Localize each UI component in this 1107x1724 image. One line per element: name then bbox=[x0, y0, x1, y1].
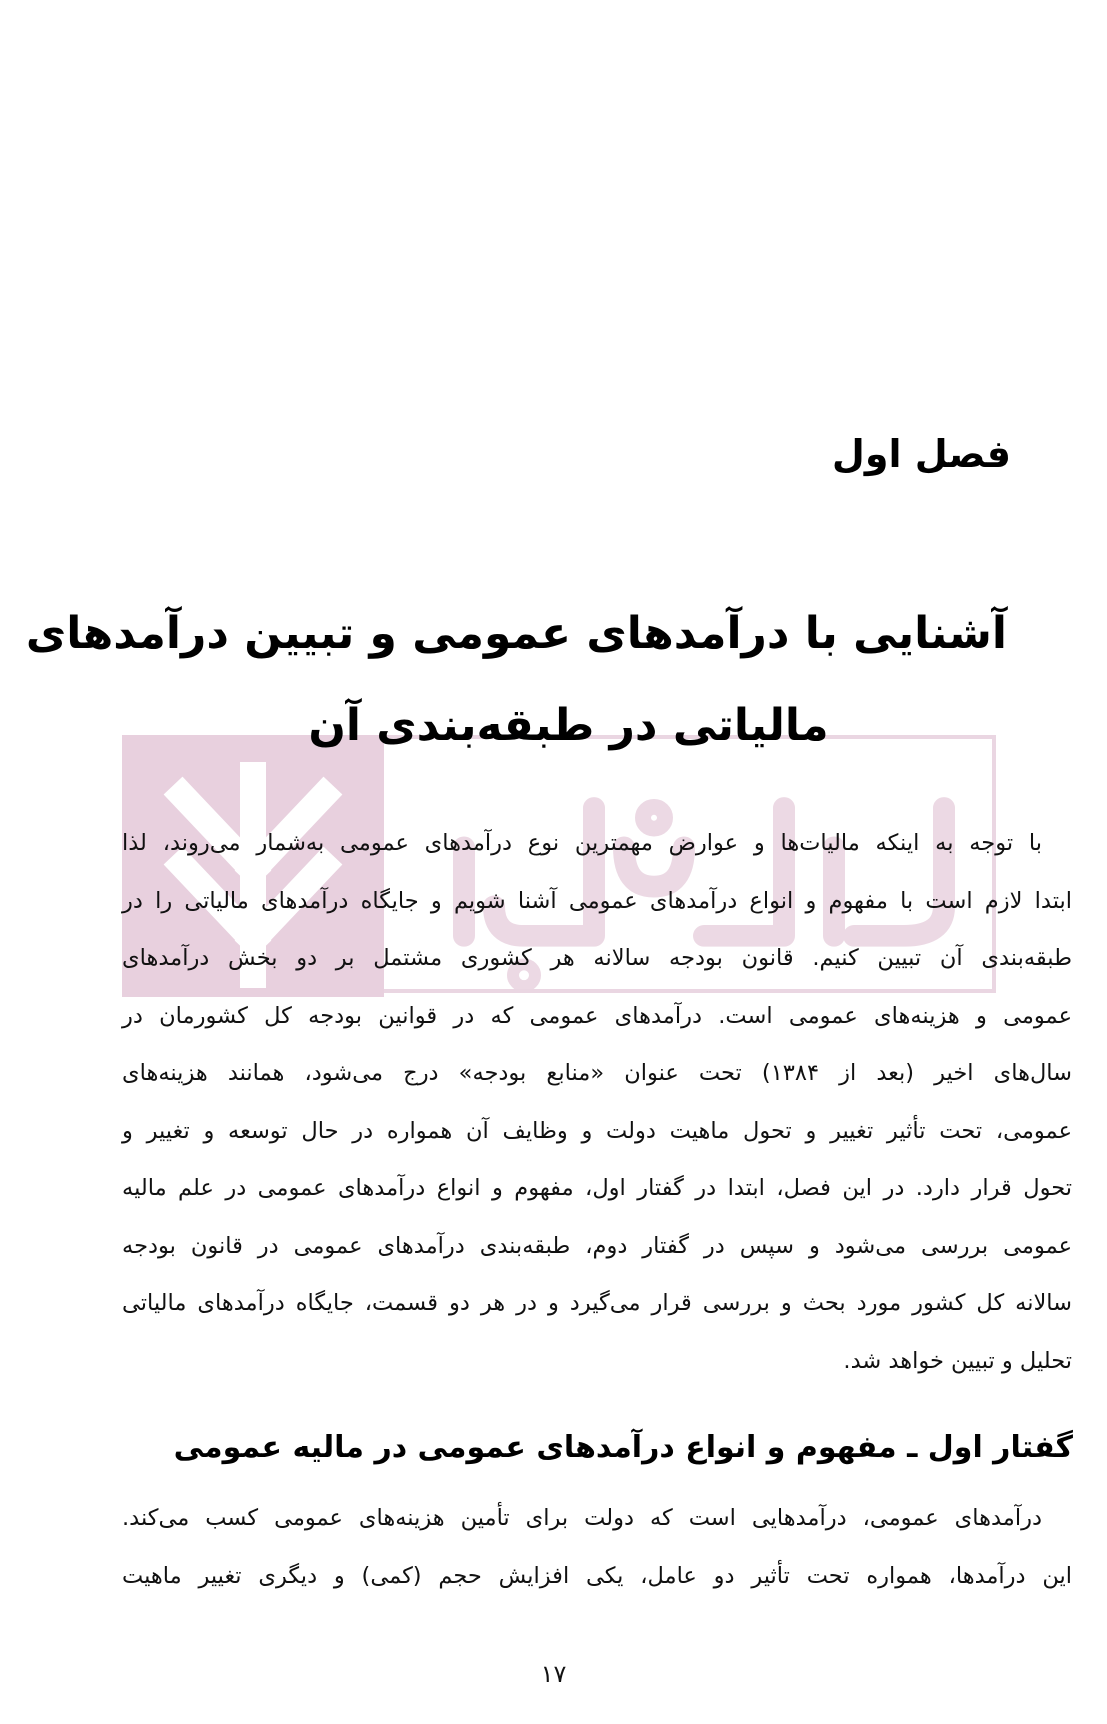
paragraph-line: تحلیل و تبیین خواهد شد. bbox=[843, 1347, 1072, 1374]
page-number: ۱۷ bbox=[540, 1660, 567, 1688]
intro-paragraph bbox=[122, 815, 1072, 1390]
paragraph-line: عمومی، تحت تأثیر تغییر و تحول ماهیت دولت و وظایف آن همواره در حال توسعه و تغییر و bbox=[122, 1117, 1072, 1144]
paragraph-line: سال‌های اخیر (بعد از ۱۳۸۴) تحت عنوان «منابع بودجه» درج می‌شود، همانند هزینه‌های bbox=[122, 1060, 1072, 1086]
chapter-title-line-2: مالیاتی در طبقه‌بندی آن bbox=[308, 700, 829, 751]
paragraph-line: این درآمدها، همواره تحت تأثیر دو عامل، یکی افزایش حجم (کمی) و دیگری تغییر ماهیت bbox=[122, 1562, 1072, 1589]
paragraph-line: ابتدا لازم است با مفهوم و انواع درآمدهای عمومی آشنا شویم و جایگاه درآمدهای مالیاتی را در bbox=[122, 887, 1072, 914]
paragraph-line: تحول قرار دارد. در این فصل، ابتدا در گفتار اول، مفهوم و انواع درآمدهای عمومی در علم مالیه bbox=[122, 1175, 1072, 1201]
chapter-title-line-1: آشنایی با درآمدهای عمومی و تبیین درآمدهای bbox=[25, 608, 1007, 659]
paragraph-line: عمومی بررسی می‌شود و سپس در گفتار دوم، طبقه‌بندی درآمدهای عمومی در قانون بودجه bbox=[122, 1232, 1072, 1259]
paragraph-line: طبقه‌بندی آن تبیین کنیم. قانون بودجه سالانه هر کشوری مشتمل بر دو بخش درآمدهای bbox=[122, 945, 1072, 971]
chapter-label: فصل اول bbox=[831, 432, 1011, 476]
paragraph-line: درآمدهای عمومی، درآمدهایی است که دولت برای تأمین هزینه‌های عمومی کسب می‌کند. bbox=[122, 1505, 1042, 1531]
paragraph-line: عمومی و هزینه‌های عمومی است. درآمدهای عمومی که در قوانین بودجه کل کشورمان در bbox=[122, 1002, 1072, 1029]
paragraph-line: با توجه به اینکه مالیات‌ها و عوارض مهمترین نوع درآمدهای عمومی به‌شمار می‌روند، لذا bbox=[122, 830, 1042, 856]
section-heading: گفتار اول ـ مفهوم و انواع درآمدهای عمومی در مالیه عمومی bbox=[173, 1430, 1073, 1465]
section-paragraph bbox=[122, 1490, 1072, 1605]
paragraph-line: سالانه کل کشور مورد بحث و بررسی قرار می‌گیرد و در هر دو قسمت، جایگاه درآمدهای مالیاتی bbox=[122, 1290, 1072, 1316]
